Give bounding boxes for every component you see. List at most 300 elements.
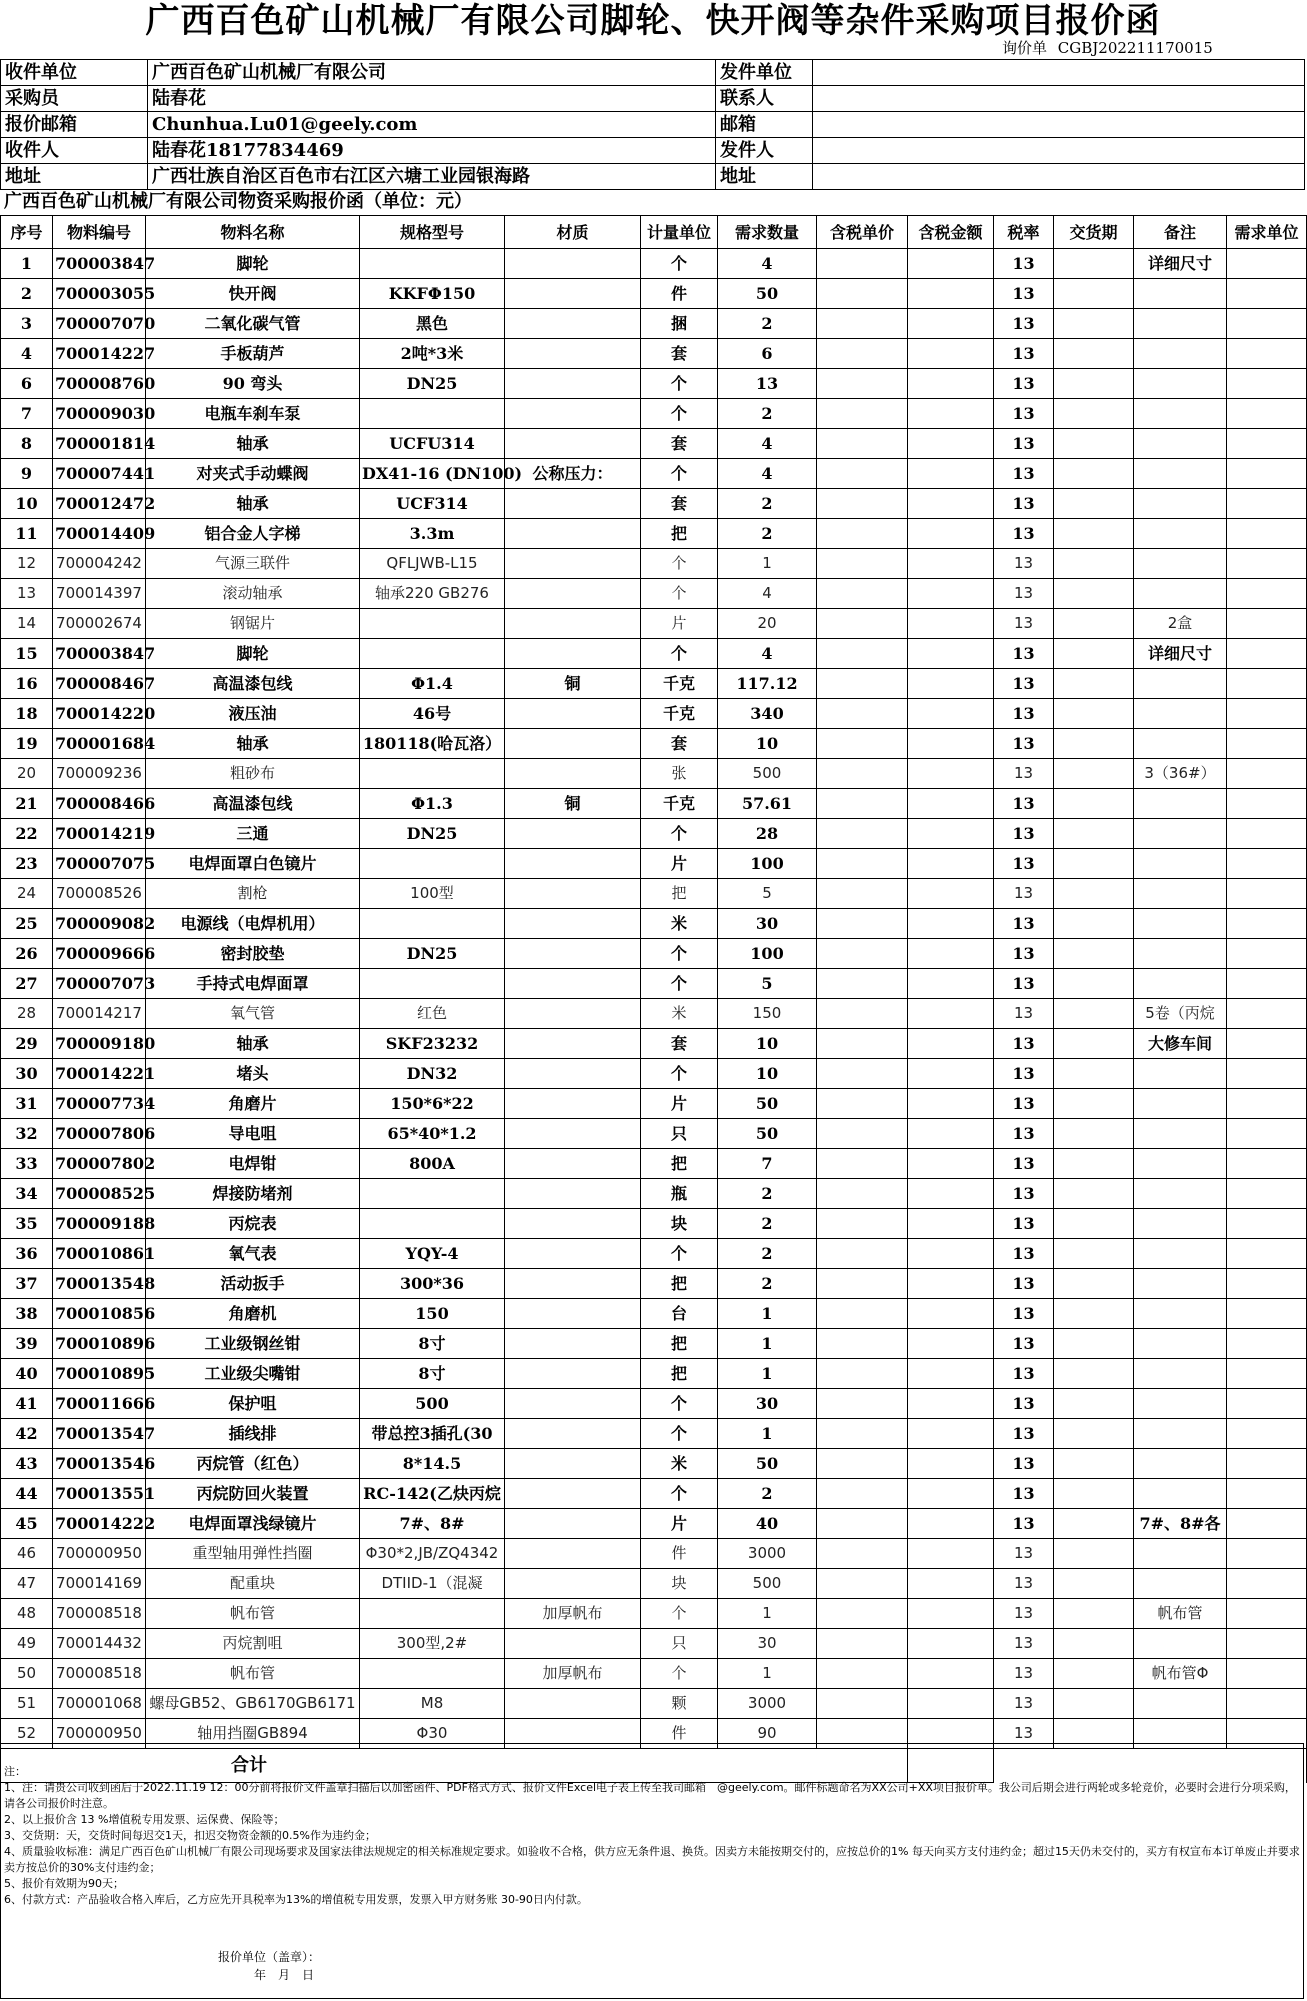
table-row [1,399,1307,429]
cell-no: 35 [1,1209,53,1239]
cell-code: 700001068 [53,1689,146,1719]
cell-input[interactable] [908,1539,994,1569]
cell-input[interactable] [908,369,994,399]
cell-input[interactable] [908,879,994,909]
cell-unit: 台 [641,1299,718,1329]
cell-qty: 1 [718,1359,817,1389]
cell-input[interactable] [1054,1509,1134,1539]
cell-input[interactable] [817,279,908,309]
cell-input[interactable] [1227,399,1307,429]
cell-mat [505,429,641,459]
cell-input[interactable] [908,669,994,699]
cell-input[interactable] [817,759,908,789]
cell-input[interactable] [908,729,994,759]
cell-input[interactable] [1227,1689,1307,1719]
cell-input[interactable] [1227,489,1307,519]
cell-qty: 500 [718,759,817,789]
cell-spec: 7#、8# [360,1509,505,1539]
cell-qty: 100 [718,939,817,969]
cell-no: 26 [1,939,53,969]
cell-input[interactable] [817,1179,908,1209]
cell-input[interactable] [1227,819,1307,849]
cell-input[interactable] [908,1419,994,1449]
cell-input[interactable] [908,1359,994,1389]
cell-rate: 13 [994,549,1054,579]
cell-input[interactable] [908,1029,994,1059]
cell-input[interactable] [817,669,908,699]
cell-input[interactable] [817,639,908,669]
table-row [1,1209,1307,1239]
cell-input[interactable] [908,1449,994,1479]
cell-input[interactable] [817,849,908,879]
cell-spec [360,1659,505,1689]
cell-input[interactable] [1054,489,1134,519]
cell-input[interactable] [908,1269,994,1299]
cell-input[interactable] [817,339,908,369]
cell-input[interactable] [1054,1239,1134,1269]
cell-input[interactable] [908,309,994,339]
cell-input[interactable] [1227,1269,1307,1299]
cell-input[interactable] [1054,1329,1134,1359]
cell-mat [505,1509,641,1539]
cell-remark: 大修车间 [1134,1029,1227,1059]
cell-input[interactable] [908,639,994,669]
cell-spec: 180118(哈瓦洛） [360,729,505,759]
cell-input[interactable] [817,1209,908,1239]
table-row [1,699,1307,729]
cell-input[interactable] [908,489,994,519]
cell-input[interactable] [1054,249,1134,279]
cell-code: 700010896 [53,1329,146,1359]
cell-input[interactable] [1054,1479,1134,1509]
cell-remark [1134,1209,1227,1239]
cell-input[interactable] [1227,1299,1307,1329]
cell-remark: 帆布管Φ [1134,1659,1227,1689]
cell-input[interactable] [817,909,908,939]
column-header: 交货期 [1054,216,1134,249]
cell-input[interactable] [1227,789,1307,819]
cell-remark [1134,849,1227,879]
cell-remark [1134,1359,1227,1389]
cell-input[interactable] [817,579,908,609]
cell-rate: 13 [994,1269,1054,1299]
cell-spec: 500 [360,1389,505,1419]
cell-input[interactable] [817,999,908,1029]
cell-name: 角磨片 [146,1089,360,1119]
cell-input[interactable] [1227,1509,1307,1539]
table-row [1,879,1307,909]
cell-input[interactable] [908,1629,994,1659]
cell-input[interactable] [1054,909,1134,939]
cell-input[interactable] [1227,849,1307,879]
cell-input[interactable] [817,1659,908,1689]
cell-input[interactable] [1227,309,1307,339]
cell-input[interactable] [817,729,908,759]
header-row [1,164,1305,190]
cell-no: 3 [1,309,53,339]
cell-input[interactable] [1054,309,1134,339]
cell-input[interactable] [817,1479,908,1509]
cell-input[interactable] [817,1509,908,1539]
cell-input[interactable] [908,1299,994,1329]
cell-name: 电焊钳 [146,1149,360,1179]
cell-input[interactable] [817,969,908,999]
cell-input[interactable] [1227,1659,1307,1689]
cell-spec: UCFU314 [360,429,505,459]
cell-input[interactable] [817,369,908,399]
cell-input[interactable] [817,309,908,339]
cell-name: 脚轮 [146,639,360,669]
cell-input[interactable] [817,1599,908,1629]
cell-input[interactable] [1054,1029,1134,1059]
cell-input[interactable] [817,1689,908,1719]
cell-input[interactable] [908,759,994,789]
cell-unit: 片 [641,1509,718,1539]
cell-spec: M8 [360,1689,505,1719]
cell-input[interactable] [817,1269,908,1299]
cell-input[interactable] [1054,1539,1134,1569]
cell-remark [1134,579,1227,609]
cell-input[interactable] [1227,1059,1307,1089]
cell-input[interactable] [1227,579,1307,609]
cell-no: 1 [1,249,53,279]
table-row [1,1329,1307,1359]
cell-input[interactable] [908,1059,994,1089]
header-label: 发件单位 [716,60,813,86]
cell-input[interactable] [1227,459,1307,489]
table-row [1,909,1307,939]
cell-input[interactable] [1054,1149,1134,1179]
cell-input[interactable] [817,489,908,519]
table-row [1,1479,1307,1509]
cell-input[interactable] [1054,279,1134,309]
cell-input[interactable] [1227,1449,1307,1479]
header-input[interactable] [813,86,1305,112]
cell-qty: 90 [718,1719,817,1749]
cell-input[interactable] [817,1329,908,1359]
cell-input[interactable] [817,1149,908,1179]
cell-input[interactable] [908,1659,994,1689]
cell-input[interactable] [1227,999,1307,1029]
cell-mat [505,879,641,909]
cell-input[interactable] [817,1239,908,1269]
header-input[interactable] [813,112,1305,138]
cell-input[interactable] [1054,1689,1134,1719]
cell-name: 工业级尖嘴钳 [146,1359,360,1389]
cell-input[interactable] [908,249,994,279]
header-input[interactable] [813,164,1305,190]
table-row [1,789,1307,819]
table-row [1,519,1307,549]
cell-input[interactable] [1054,1119,1134,1149]
cell-no: 50 [1,1659,53,1689]
cell-input[interactable] [1227,1149,1307,1179]
cell-input[interactable] [908,1239,994,1269]
cell-input[interactable] [817,1569,908,1599]
table-row [1,1269,1307,1299]
cell-input[interactable] [1054,789,1134,819]
cell-input[interactable] [908,1569,994,1599]
header-info-table [0,59,1305,190]
cell-input[interactable] [908,429,994,459]
cell-input[interactable] [1227,1569,1307,1599]
cell-input[interactable] [817,1059,908,1089]
cell-input[interactable] [1227,639,1307,669]
cell-unit: 个 [641,1419,718,1449]
cell-input[interactable] [1054,1629,1134,1659]
header-input[interactable] [813,60,1305,86]
cell-code: 700009188 [53,1209,146,1239]
column-header-row [1,216,1307,249]
cell-input[interactable] [1054,519,1134,549]
cell-input[interactable] [908,1389,994,1419]
cell-input[interactable] [1054,1449,1134,1479]
cell-input[interactable] [1054,939,1134,969]
cell-input[interactable] [1227,759,1307,789]
cell-input[interactable] [1227,1089,1307,1119]
cell-input[interactable] [1054,1179,1134,1209]
cell-input[interactable] [1227,429,1307,459]
cell-rate: 13 [994,489,1054,519]
cell-input[interactable] [908,549,994,579]
cell-input[interactable] [1054,1299,1134,1329]
cell-input[interactable] [908,849,994,879]
cell-remark [1134,1539,1227,1569]
table-row [1,549,1307,579]
cell-input[interactable] [1227,909,1307,939]
cell-input[interactable] [1227,549,1307,579]
cell-input[interactable] [817,1089,908,1119]
cell-input[interactable] [1227,1419,1307,1449]
cell-no: 19 [1,729,53,759]
cell-rate: 13 [994,699,1054,729]
cell-rate: 13 [994,399,1054,429]
cell-input[interactable] [1054,399,1134,429]
cell-code: 700013548 [53,1269,146,1299]
table-row [1,1629,1307,1659]
cell-input[interactable] [1227,1209,1307,1239]
cell-input[interactable] [817,1359,908,1389]
cell-input[interactable] [908,579,994,609]
cell-input[interactable] [908,1689,994,1719]
cell-input[interactable] [908,279,994,309]
cell-name: 丙烷表 [146,1209,360,1239]
cell-input[interactable] [1227,1539,1307,1569]
cell-input[interactable] [817,1449,908,1479]
cell-rate: 13 [994,759,1054,789]
cell-input[interactable] [1054,759,1134,789]
cell-input[interactable] [1054,699,1134,729]
cell-input[interactable] [908,939,994,969]
cell-unit: 个 [641,369,718,399]
cell-input[interactable] [1054,459,1134,489]
cell-input[interactable] [908,819,994,849]
cell-input[interactable] [817,699,908,729]
cell-input[interactable] [817,249,908,279]
cell-input[interactable] [1227,969,1307,999]
table-row [1,1689,1307,1719]
cell-unit: 米 [641,1449,718,1479]
cell-input[interactable] [1054,669,1134,699]
cell-input[interactable] [908,1179,994,1209]
cell-name: 钢锯片 [146,609,360,639]
cell-qty: 50 [718,1449,817,1479]
cell-input[interactable] [1054,819,1134,849]
cell-input[interactable] [1054,1599,1134,1629]
cell-input[interactable] [817,429,908,459]
cell-rate: 13 [994,1089,1054,1119]
cell-remark [1134,399,1227,429]
cell-input[interactable] [908,609,994,639]
cell-input[interactable] [1054,1389,1134,1419]
cell-input[interactable] [1054,579,1134,609]
cell-no: 13 [1,579,53,609]
cell-input[interactable] [1054,969,1134,999]
cell-input[interactable] [908,1479,994,1509]
cell-input[interactable] [908,699,994,729]
cell-name: 重型轴用弹性挡圈 [146,1539,360,1569]
cell-input[interactable] [908,1119,994,1149]
cell-input[interactable] [1054,429,1134,459]
cell-input[interactable] [1227,1629,1307,1659]
cell-input[interactable] [817,1029,908,1059]
cell-remark [1134,1329,1227,1359]
cell-input[interactable] [1227,879,1307,909]
cell-mat [505,999,641,1029]
cell-input[interactable] [1054,549,1134,579]
cell-input[interactable] [817,879,908,909]
cell-input[interactable] [817,819,908,849]
cell-input[interactable] [817,939,908,969]
cell-input[interactable] [1227,1329,1307,1359]
cell-input[interactable] [1227,249,1307,279]
cell-input[interactable] [817,459,908,489]
cell-input[interactable] [1054,1089,1134,1119]
cell-input[interactable] [1054,999,1134,1029]
cell-rate: 13 [994,1419,1054,1449]
cell-input[interactable] [908,909,994,939]
cell-remark: 3（36#） [1134,759,1227,789]
cell-no: 45 [1,1509,53,1539]
cell-input[interactable] [908,339,994,369]
cell-input[interactable] [1227,1599,1307,1629]
cell-input[interactable] [1227,1119,1307,1149]
cell-input[interactable] [1227,519,1307,549]
cell-input[interactable] [1054,1059,1134,1089]
cell-input[interactable] [1054,1209,1134,1239]
cell-remark [1134,939,1227,969]
table-row [1,1389,1307,1419]
cell-input[interactable] [1054,369,1134,399]
table-row [1,819,1307,849]
cell-input[interactable] [1227,669,1307,699]
header-input[interactable] [813,138,1305,164]
cell-unit: 件 [641,279,718,309]
cell-input[interactable] [1227,1479,1307,1509]
cell-input[interactable] [1227,369,1307,399]
table-row [1,309,1307,339]
cell-input[interactable] [817,519,908,549]
cell-input[interactable] [908,789,994,819]
cell-spec: 红色 [360,999,505,1029]
cell-rate: 13 [994,1059,1054,1089]
cell-input[interactable] [1227,939,1307,969]
cell-input[interactable] [1054,339,1134,369]
cell-input[interactable] [1227,1389,1307,1419]
cell-input[interactable] [908,1329,994,1359]
cell-input[interactable] [817,1119,908,1149]
cell-name: 高温漆包线 [146,669,360,699]
cell-input[interactable] [1054,1359,1134,1389]
cell-input[interactable] [1227,729,1307,759]
cell-input[interactable] [817,609,908,639]
cell-remark [1134,909,1227,939]
cell-input[interactable] [1227,1239,1307,1269]
cell-spec: DX41-16 (DN100) [360,459,505,489]
cell-input[interactable] [817,399,908,429]
cell-input[interactable] [1054,879,1134,909]
cell-input[interactable] [1054,609,1134,639]
cell-input[interactable] [908,399,994,429]
cell-input[interactable] [817,1299,908,1329]
cell-input[interactable] [1227,1179,1307,1209]
cell-input[interactable] [817,1389,908,1419]
cell-input[interactable] [1054,849,1134,879]
cell-input[interactable] [908,1209,994,1239]
cell-input[interactable] [817,549,908,579]
cell-input[interactable] [908,1149,994,1179]
cell-input[interactable] [908,519,994,549]
cell-code: 700014220 [53,699,146,729]
cell-input[interactable] [1054,1569,1134,1599]
cell-input[interactable] [817,1419,908,1449]
cell-input[interactable] [1227,609,1307,639]
cell-qty: 2 [718,489,817,519]
cell-input[interactable] [1227,279,1307,309]
cell-input[interactable] [908,1509,994,1539]
cell-name: 角磨机 [146,1299,360,1329]
cell-code: 700012472 [53,489,146,519]
cell-input[interactable] [1054,1269,1134,1299]
cell-unit: 块 [641,1569,718,1599]
cell-input[interactable] [1054,1419,1134,1449]
cell-input[interactable] [1054,729,1134,759]
table-caption: 广西百色矿山机械厂有限公司物资采购报价函（单位：元） [4,191,472,212]
cell-input[interactable] [817,789,908,819]
cell-qty: 2 [718,1269,817,1299]
cell-input[interactable] [908,1089,994,1119]
cell-input[interactable] [908,1599,994,1629]
cell-name: 气源三联件 [146,549,360,579]
cell-input[interactable] [1227,1359,1307,1389]
cell-name: 高温漆包线 [146,789,360,819]
cell-input[interactable] [908,969,994,999]
cell-input[interactable] [908,459,994,489]
cell-input[interactable] [1227,339,1307,369]
cell-input[interactable] [1054,639,1134,669]
cell-spec [360,249,505,279]
header-row [1,86,1305,112]
cell-unit: 米 [641,999,718,1029]
cell-input[interactable] [1054,1659,1134,1689]
cell-input[interactable] [908,999,994,1029]
cell-unit: 个 [641,939,718,969]
cell-qty: 50 [718,1089,817,1119]
cell-input[interactable] [1227,1029,1307,1059]
cell-input[interactable] [817,1629,908,1659]
cell-input[interactable] [1227,699,1307,729]
cell-input[interactable] [817,1539,908,1569]
